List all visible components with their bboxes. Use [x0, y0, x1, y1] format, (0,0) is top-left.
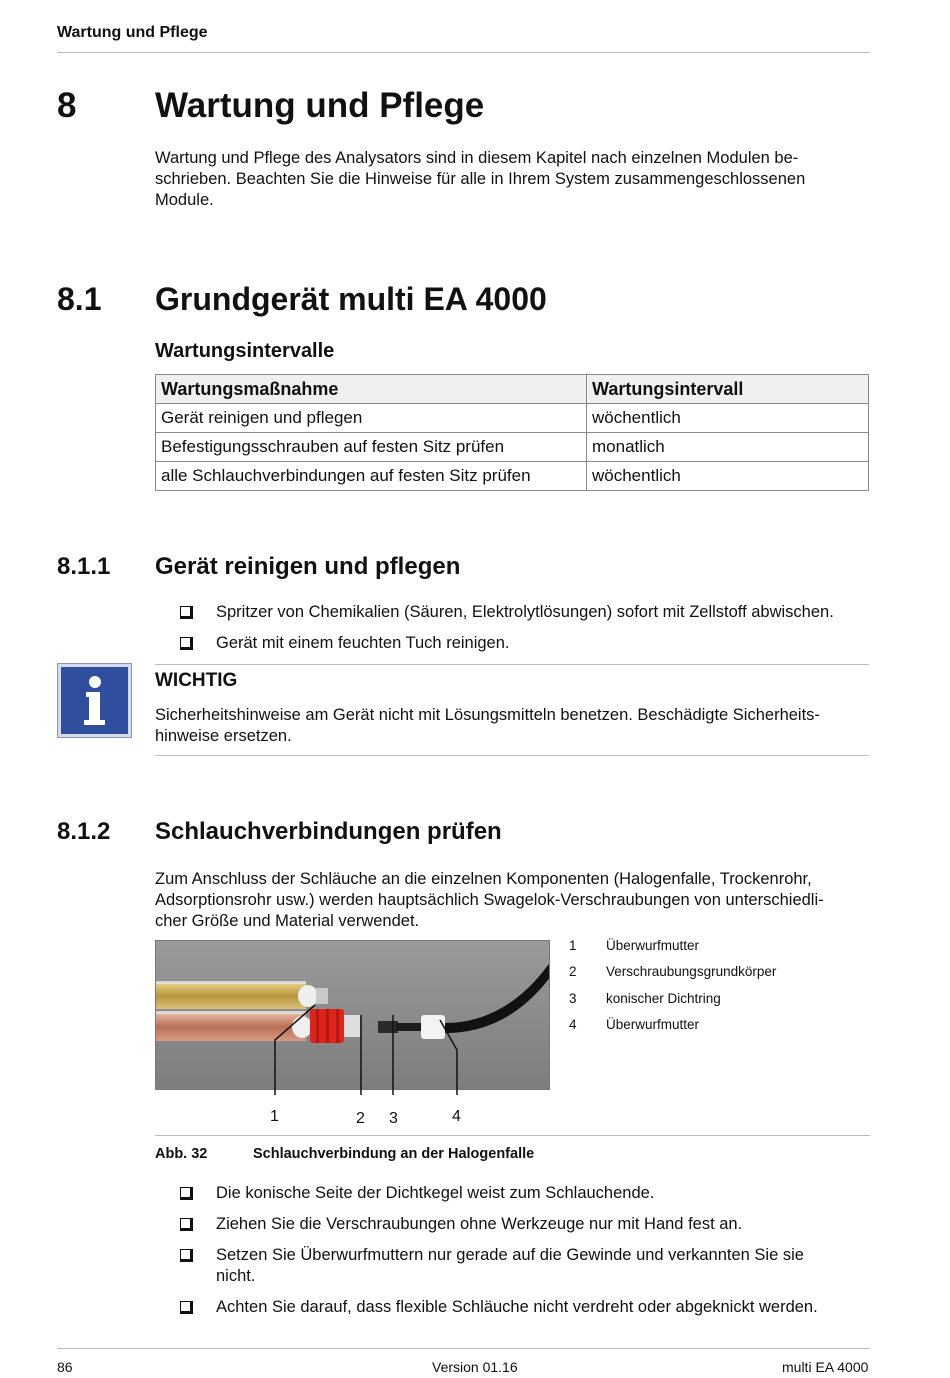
section-title: Grundgerät multi EA 4000 [155, 281, 547, 317]
table-row [156, 433, 869, 462]
callout-number: 3 [389, 1110, 398, 1127]
checkbox-bullet-icon [180, 1218, 191, 1229]
table-cell: wöchentlich [587, 462, 869, 491]
list-item: Setzen Sie Überwurfmuttern nur gerade auf die Gewinde und verkannten Sie sie nicht. [180, 1245, 818, 1287]
notice-bottom-rule [155, 755, 869, 756]
notice-text [155, 705, 869, 747]
section-number: 8.1 [57, 281, 102, 317]
table-cell: alle Schlauchverbindungen auf festen Sitz prüfen [156, 462, 587, 491]
figure-label: Abb. 32 [155, 1146, 208, 1162]
subsection-intro-line: cher Größe und Material verwendet. [155, 912, 420, 930]
subsection-intro-line: Zum Anschluss der Schläuche an die einzelnen Komponenten (Halogenfalle, Trockenrohr, [155, 870, 812, 888]
table-cell: monatlich [587, 433, 869, 462]
subsection-title: Schlauchverbindungen prüfen [155, 818, 502, 845]
table-cell: Befestigungsschrauben auf festen Sitz prüfen [156, 433, 587, 462]
table-cell: Gerät reinigen und pflegen [156, 404, 587, 433]
cleaning-bullet-list [180, 602, 834, 664]
column-header: Wartungsmaßnahme [156, 375, 587, 404]
page-number: 86 [57, 1359, 73, 1375]
callout-number: 4 [452, 1108, 461, 1125]
checkbox-bullet-icon [180, 1187, 191, 1198]
table-row [156, 404, 869, 433]
checkbox-bullet-icon [180, 637, 191, 648]
caption-rule [155, 1135, 870, 1136]
product-name: multi EA 4000 [782, 1359, 869, 1375]
subsection-intro [155, 869, 869, 932]
notice-line: hinweise ersetzen. [155, 727, 292, 745]
connection-bullet-list [180, 1183, 818, 1328]
list-item: Die konische Seite der Dichtkegel weist zum Schlauchende. [180, 1183, 818, 1204]
table-cell: wöchentlich [587, 404, 869, 433]
list-item: Gerät mit einem feuchten Tuch reinigen. [180, 633, 834, 654]
list-item: Spritzer von Chemikalien (Säuren, Elektrolytlösungen) sofort mit Zellstoff abwischen. [180, 602, 834, 623]
notice-top-rule [155, 664, 869, 665]
checkbox-bullet-icon [180, 1249, 191, 1260]
maintenance-intervals-heading: Wartungsintervalle [155, 340, 335, 362]
chapter-intro [155, 148, 869, 211]
list-item: Ziehen Sie die Verschraubungen ohne Werkzeuge nur mit Hand fest an. [180, 1214, 818, 1235]
chapter-intro-line: schrieben. Beachten Sie die Hinweise für alle in Ihrem System zusammengeschlossenen [155, 170, 806, 188]
table-header-row [156, 375, 869, 404]
maintenance-table [155, 374, 869, 491]
notice-title: WICHTIG [155, 670, 238, 691]
checkbox-bullet-icon [180, 1301, 191, 1312]
footer-rule [57, 1348, 870, 1349]
column-header: Wartungsintervall [587, 375, 869, 404]
checkbox-bullet-icon [180, 606, 191, 617]
chapter-intro-line: Module. [155, 191, 214, 209]
callout-number: 1 [270, 1108, 279, 1125]
chapter-title: Wartung und Pflege [155, 86, 485, 125]
callout-number: 2 [356, 1110, 365, 1127]
subsection-number: 8.1.1 [57, 553, 111, 580]
notice-line: Sicherheitshinweise am Gerät nicht mit Lösungsmitteln benetzen. Beschädigte Sicherheits- [155, 706, 820, 724]
info-icon [58, 664, 131, 737]
chapter-number: 8 [57, 86, 77, 125]
figure-caption: Schlauchverbindung an der Halogenfalle [253, 1146, 535, 1162]
running-header: Wartung und Pflege [57, 24, 208, 41]
figure-callouts [155, 1090, 550, 1135]
list-item: Achten Sie darauf, dass flexible Schläuche nicht verdreht oder abgeknickt werden. [180, 1297, 818, 1318]
subsection-title: Gerät reinigen und pflegen [155, 553, 461, 580]
document-version: Version 01.16 [432, 1359, 518, 1375]
chapter-intro-line: Wartung und Pflege des Analysators sind in diesem Kapitel nach einzelnen Modulen be- [155, 149, 799, 167]
header-rule [57, 52, 870, 53]
table-row [156, 462, 869, 491]
subsection-intro-line: Adsorptionsrohr usw.) werden hauptsächlich Swagelok-Verschraubungen von unterschiedli- [155, 891, 824, 909]
subsection-number: 8.1.2 [57, 818, 111, 845]
